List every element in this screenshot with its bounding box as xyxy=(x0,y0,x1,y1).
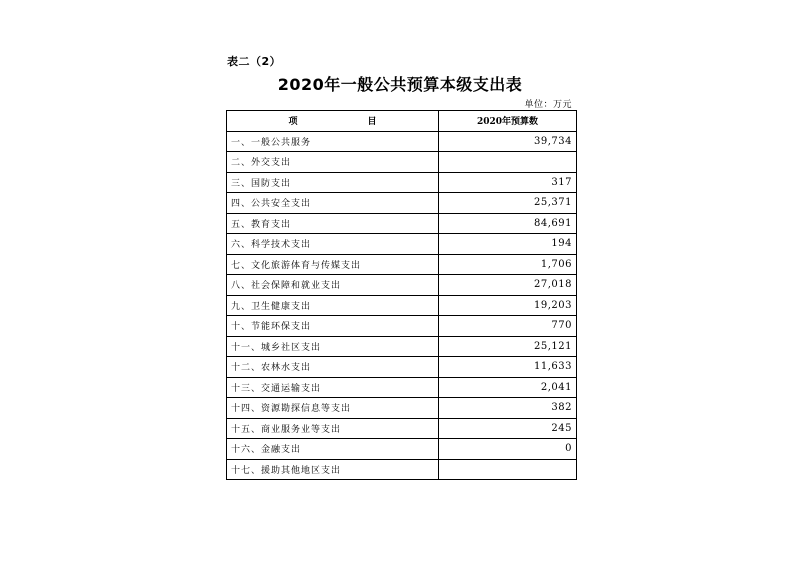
header-item-part1: 项 xyxy=(288,117,298,128)
row-item-label: 十二、农林水支出 xyxy=(227,357,439,378)
row-item-label: 十、节能环保支出 xyxy=(227,316,439,337)
table-row xyxy=(227,418,577,439)
row-item-label: 十五、商业服务业等支出 xyxy=(227,418,439,439)
row-item-label: 一、一般公共服务 xyxy=(227,131,439,152)
row-budget-value xyxy=(439,459,577,480)
table-row xyxy=(227,234,577,255)
row-budget-value: 0 xyxy=(439,439,577,460)
row-item-label: 十六、金融支出 xyxy=(227,439,439,460)
row-item-label: 四、公共安全支出 xyxy=(227,193,439,214)
table-row xyxy=(227,152,577,173)
row-budget-value: 27,018 xyxy=(439,275,577,296)
table-row xyxy=(227,295,577,316)
table-row xyxy=(227,377,577,398)
page-title: 2020年一般公共预算本级支出表 xyxy=(277,75,523,94)
row-item-label: 七、文化旅游体育与传媒支出 xyxy=(227,254,439,275)
table-row xyxy=(227,459,577,480)
row-item-label: 三、国防支出 xyxy=(227,172,439,193)
row-budget-value: 382 xyxy=(439,398,577,419)
table-row xyxy=(227,398,577,419)
row-budget-value: 1,706 xyxy=(439,254,577,275)
row-budget-value: 194 xyxy=(439,234,577,255)
row-item-label: 十四、资源勘探信息等支出 xyxy=(227,398,439,419)
row-item-label: 九、卫生健康支出 xyxy=(227,295,439,316)
header-value: 2020年预算数 xyxy=(439,111,577,132)
row-budget-value: 245 xyxy=(439,418,577,439)
table-row xyxy=(227,357,577,378)
row-budget-value: 25,371 xyxy=(439,193,577,214)
row-budget-value xyxy=(439,152,577,173)
row-item-label: 六、科学技术支出 xyxy=(227,234,439,255)
row-item-label: 八、社会保障和就业支出 xyxy=(227,275,439,296)
table-header-row xyxy=(227,111,577,132)
table-body xyxy=(227,131,577,480)
row-budget-value: 770 xyxy=(439,316,577,337)
row-budget-value: 84,691 xyxy=(439,213,577,234)
table-row xyxy=(227,213,577,234)
row-item-label: 十三、交通运输支出 xyxy=(227,377,439,398)
table-row xyxy=(227,275,577,296)
row-item-label: 五、教育支出 xyxy=(227,213,439,234)
budget-table xyxy=(226,110,577,480)
table-row xyxy=(227,316,577,337)
row-item-label: 二、外交支出 xyxy=(227,152,439,173)
row-budget-value: 11,633 xyxy=(439,357,577,378)
row-budget-value: 25,121 xyxy=(439,336,577,357)
row-budget-value: 317 xyxy=(439,172,577,193)
header-item-part2: 目 xyxy=(367,117,377,128)
row-budget-value: 19,203 xyxy=(439,295,577,316)
row-budget-value: 2,041 xyxy=(439,377,577,398)
table-row xyxy=(227,439,577,460)
row-item-label: 十一、城乡社区支出 xyxy=(227,336,439,357)
table-row xyxy=(227,254,577,275)
table-row xyxy=(227,336,577,357)
row-item-label: 十七、援助其他地区支出 xyxy=(227,459,439,480)
row-budget-value: 39,734 xyxy=(439,131,577,152)
table-row xyxy=(227,172,577,193)
unit-label: 单位：万元 xyxy=(524,100,572,110)
table-row xyxy=(227,131,577,152)
header-item xyxy=(227,111,439,132)
table-number-label: 表二（2） xyxy=(227,55,282,68)
table-row xyxy=(227,193,577,214)
